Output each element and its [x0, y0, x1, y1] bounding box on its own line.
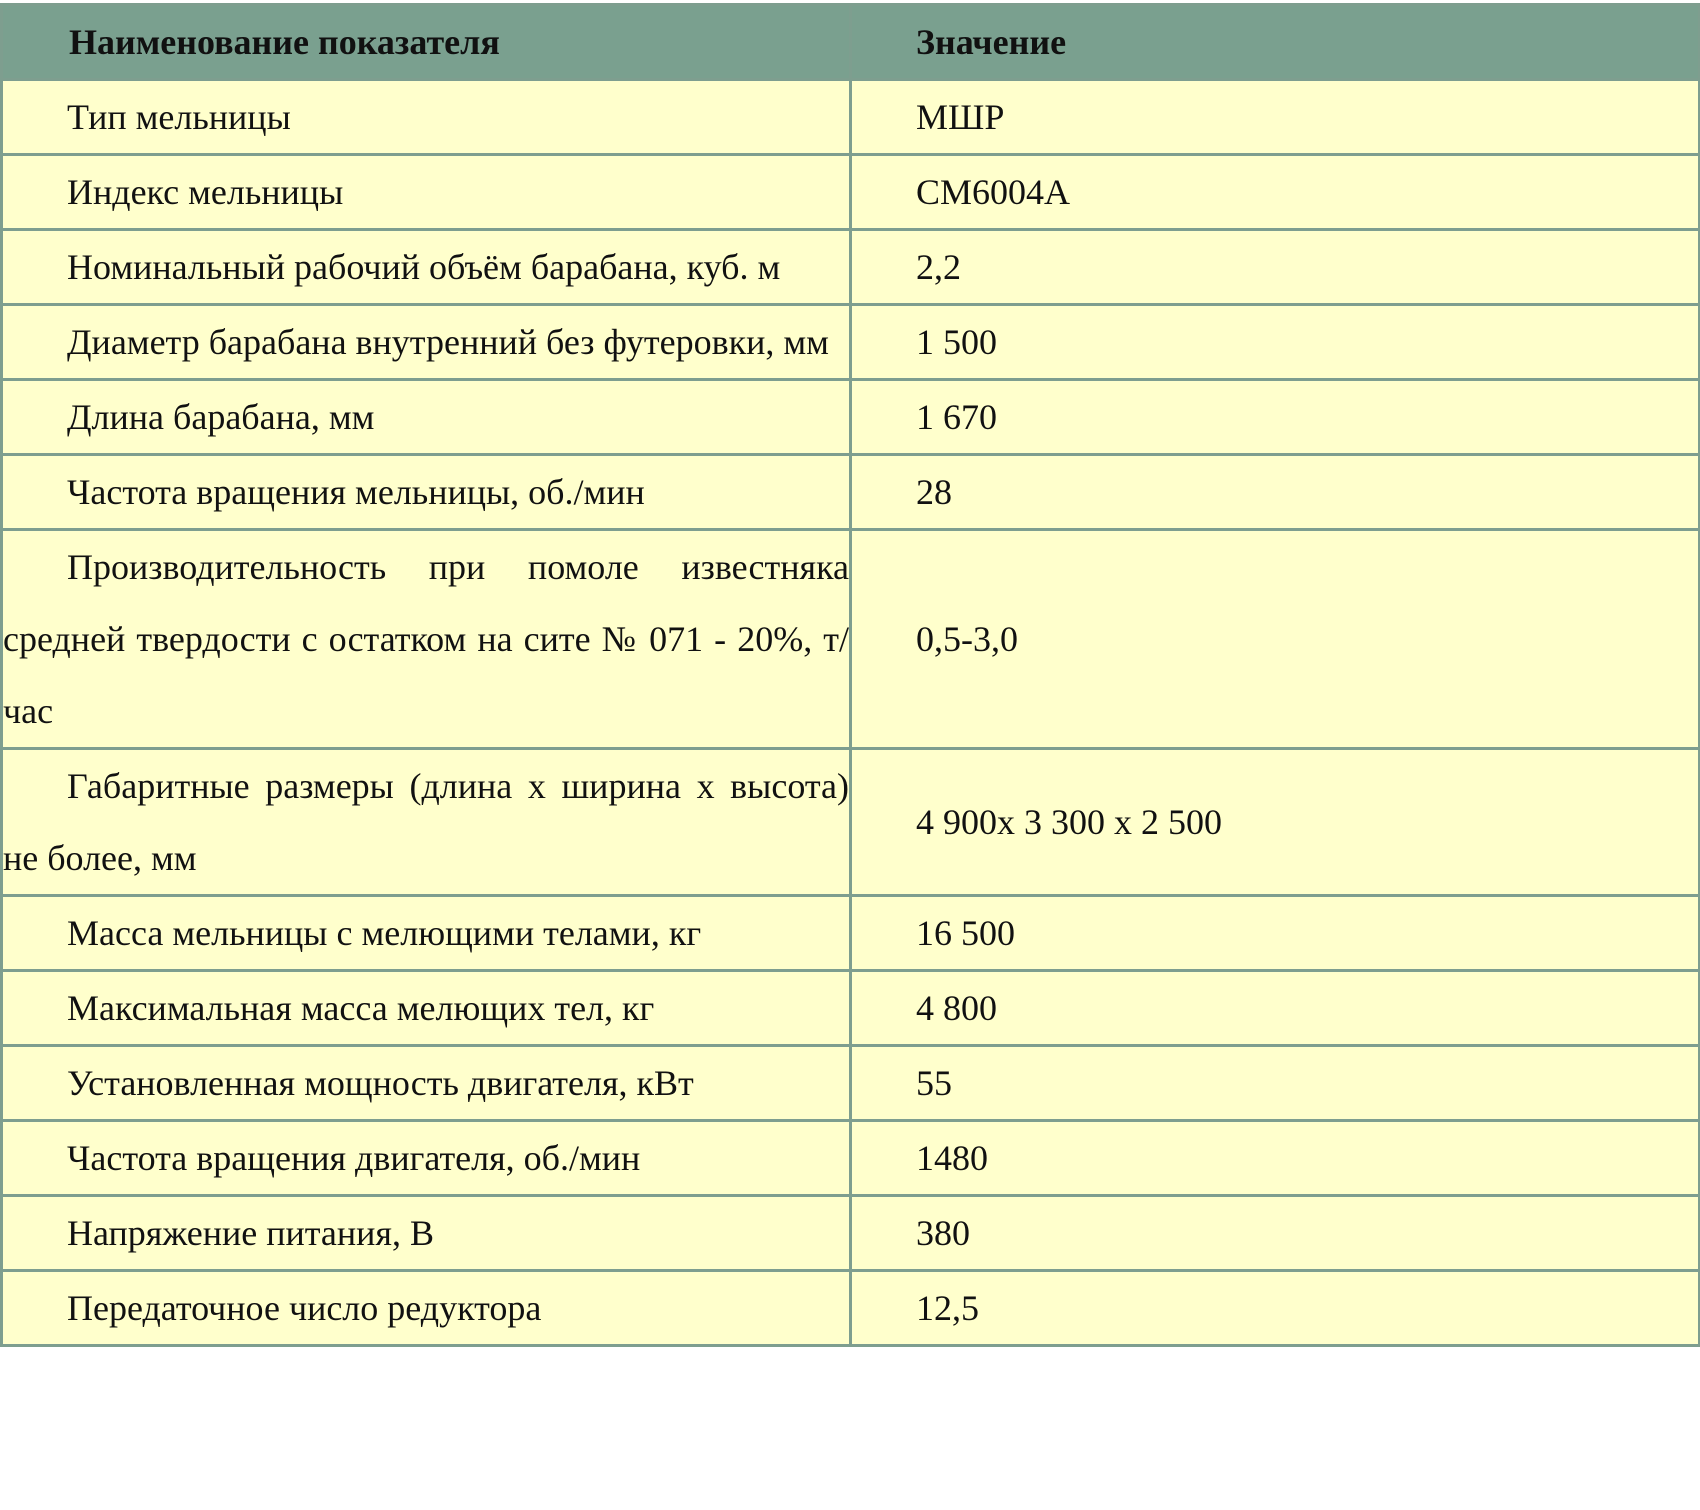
parameter-value: 28 [851, 455, 1700, 530]
table-row [2, 896, 1700, 971]
parameter-value: 2,2 [851, 230, 1700, 305]
table-row [2, 305, 1700, 380]
parameter-value: 4 900х 3 300 х 2 500 [851, 749, 1700, 896]
table-row [2, 1271, 1700, 1346]
parameter-value: 55 [851, 1046, 1700, 1121]
table-row [2, 749, 1700, 896]
table-row [2, 80, 1700, 155]
table-row [2, 530, 1700, 749]
parameter-value: 1 670 [851, 380, 1700, 455]
table-row [2, 155, 1700, 230]
column-header-value: Значение [851, 5, 1700, 80]
parameter-value: СМ6004А [851, 155, 1700, 230]
parameter-value: МШР [851, 80, 1700, 155]
specifications-table [0, 3, 1700, 1347]
parameter-name: Установленная мощность двигателя, кВт [2, 1046, 851, 1121]
parameter-name: Максимальная масса мелющих тел, кг [2, 971, 851, 1046]
parameter-name: Производительность при помоле известняка средней твердости с остатком на сите № 071 - 20%, т/час [2, 530, 851, 749]
parameter-value: 0,5-3,0 [851, 530, 1700, 749]
table-row [2, 1046, 1700, 1121]
table-row [2, 230, 1700, 305]
parameter-name: Частота вращения двигателя, об./мин [2, 1121, 851, 1196]
parameter-name: Диаметр барабана внутренний без футеровки, мм [2, 305, 851, 380]
parameter-value: 12,5 [851, 1271, 1700, 1346]
table-row [2, 455, 1700, 530]
parameter-name: Индекс мельницы [2, 155, 851, 230]
parameter-name: Габаритные размеры (длина х ширина х высота) не более, мм [2, 749, 851, 896]
parameter-value: 1 500 [851, 305, 1700, 380]
table-row [2, 1196, 1700, 1271]
parameter-value: 380 [851, 1196, 1700, 1271]
parameter-value: 4 800 [851, 971, 1700, 1046]
parameter-name: Масса мельницы с мелющими телами, кг [2, 896, 851, 971]
parameter-name: Длина барабана, мм [2, 380, 851, 455]
table-row [2, 380, 1700, 455]
table-row [2, 971, 1700, 1046]
table-row [2, 1121, 1700, 1196]
parameter-name: Передаточное число редуктора [2, 1271, 851, 1346]
table-header-row [2, 5, 1700, 80]
parameter-value: 1480 [851, 1121, 1700, 1196]
parameter-name: Номинальный рабочий объём барабана, куб. м [2, 230, 851, 305]
parameter-name: Тип мельницы [2, 80, 851, 155]
parameter-name: Напряжение питания, В [2, 1196, 851, 1271]
parameter-name: Частота вращения мельницы, об./мин [2, 455, 851, 530]
column-header-parameter: Наименование показателя [2, 5, 851, 80]
parameter-value: 16 500 [851, 896, 1700, 971]
